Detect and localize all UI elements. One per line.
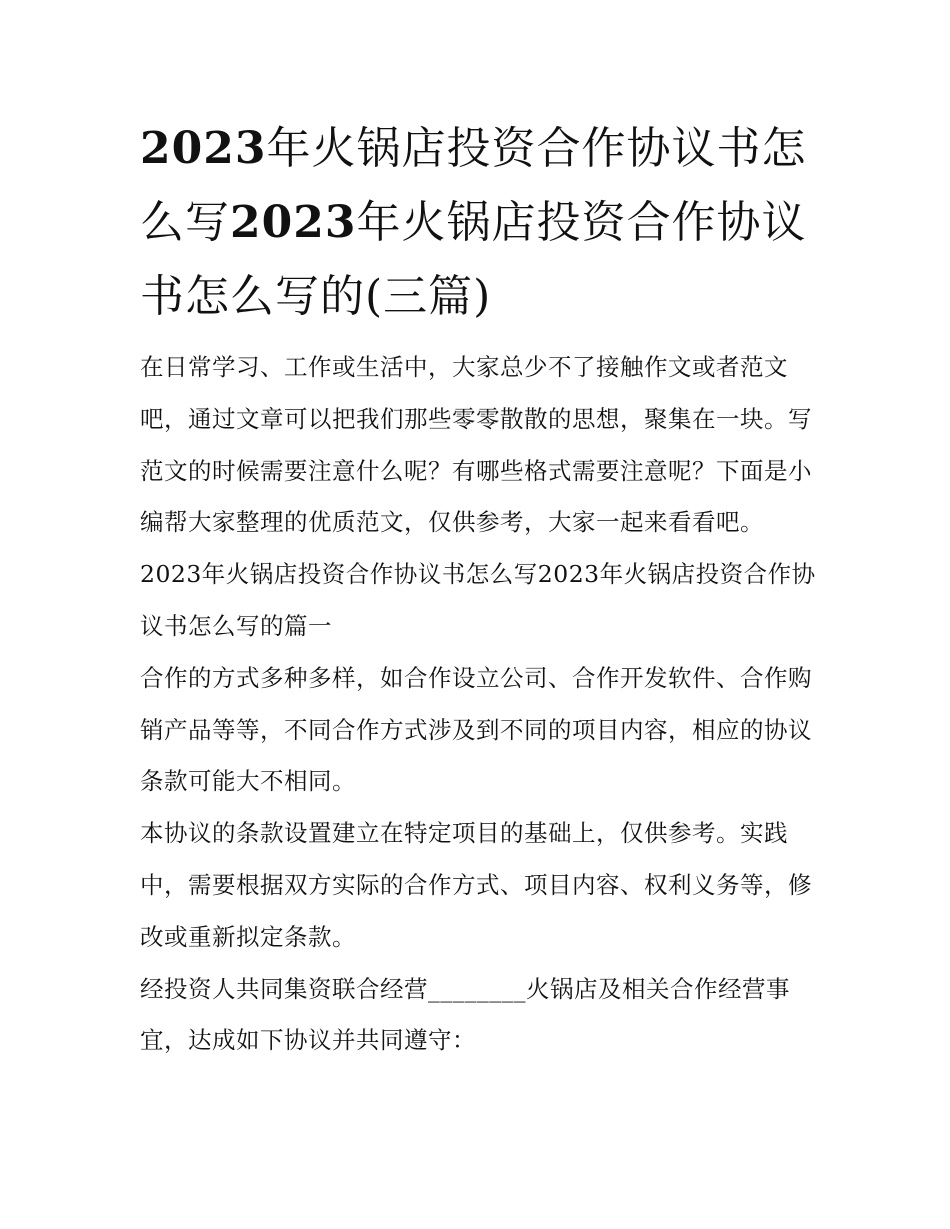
title-text-2: 年火锅店投资合作协议书怎么写的(三篇)	[140, 197, 807, 322]
title-year-2: 2023	[230, 197, 357, 248]
document-page	[140, 112, 820, 1067]
body-paragraph-3: 经投资人共同集资联合经营________火锅店及相关合作经营事宜，达成如下协议并共同遵守：	[140, 974, 790, 1055]
body-paragraph-1: 合作的方式多种多样，如合作设立公司、合作开发软件、合作购销产品等等，不同合作方式涉及到不同的项目内容，相应的协议条款可能大不相同。	[140, 663, 812, 796]
body-paragraph-2: 本协议的条款设置建立在特定项目的基础上，仅供参考。实践中，需要根据双方实际的合作方式、项目内容、权利义务等，修改或重新拟定条款。	[140, 819, 812, 951]
intro-paragraph: 在日常学习、工作或生活中，大家总少不了接触作文或者范文吧，通过文章可以把我们那些零零散散的思想，聚集在一块。写范文的时候需要注意什么呢？有哪些格式需要注意呢？下面是小编帮大家整理的优质范文，仅供参考，大家一起来看看吧。	[140, 353, 812, 537]
title-year-1: 2023	[140, 123, 267, 174]
document-title	[140, 112, 820, 334]
section-heading: 2023年火锅店投资合作协议书怎么写2023年火锅店投资合作协议书怎么写的篇一	[140, 560, 816, 640]
title-text-1: 年火锅店投资合作协议书怎么写	[140, 123, 807, 248]
